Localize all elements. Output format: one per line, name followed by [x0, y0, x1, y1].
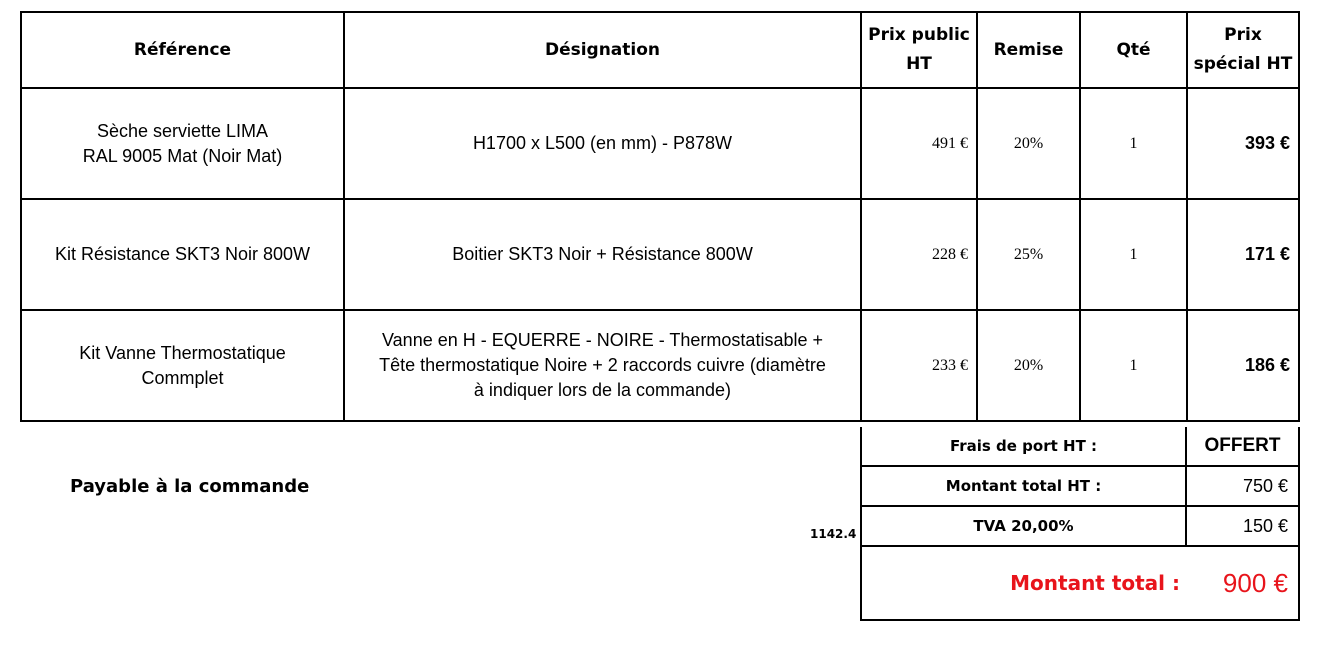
designation-line: Vanne en H - EQUERRE - NOIRE - Thermostatisable + [382, 330, 823, 350]
tva-row [861, 506, 1299, 546]
designation-cell [344, 88, 861, 199]
header-row [21, 12, 1299, 88]
header-prix-public [861, 12, 977, 88]
prix-public-cell: 228 € [861, 199, 977, 310]
reference-line: Kit Vanne Thermostatique [79, 342, 286, 363]
header-remise: Remise [977, 12, 1080, 88]
tva-label: TVA 20,00% [861, 506, 1186, 546]
qte-cell: 1 [1080, 310, 1187, 421]
designation-line: à indiquer lors de la commande) [473, 380, 732, 400]
montant-ht-value: 750 € [1186, 466, 1299, 506]
reference-cell [21, 199, 344, 310]
reference-line: Commplet [141, 367, 224, 388]
designation-line: Tête thermostatique Noire + 2 raccords cuivre (diamètre [379, 355, 826, 375]
header-prix-special-line1: Prix [1224, 25, 1262, 45]
reference-line: Sèche serviette LIMA [96, 120, 269, 141]
header-reference: Référence [21, 12, 344, 88]
remise-cell: 25% [977, 199, 1080, 310]
payable-note: Payable à la commande [70, 476, 310, 497]
montant-ht-label: Montant total HT : [861, 466, 1186, 506]
prix-special-cell: 186 € [1187, 310, 1299, 421]
reference-cell [21, 310, 344, 421]
table-row [21, 310, 1299, 421]
remise-cell: 20% [977, 88, 1080, 199]
qte-cell: 1 [1080, 199, 1187, 310]
header-qte: Qté [1080, 12, 1187, 88]
header-designation: Désignation [344, 12, 861, 88]
frais-label: Frais de port HT : [861, 427, 1186, 466]
header-prix-special [1187, 12, 1299, 88]
header-prix-public-line1: Prix public [868, 25, 970, 45]
frais-value: OFFERT [1186, 427, 1299, 466]
header-prix-special-line2: spécial HT [1193, 54, 1293, 74]
designation-line: H1700 x L500 (en mm) - P878W [472, 133, 733, 153]
header-prix-public-line2: HT [906, 54, 932, 74]
reference-line: RAL 9005 Mat (Noir Mat) [82, 145, 283, 166]
grand-total-row [861, 546, 1299, 620]
frais-row [861, 427, 1299, 466]
reference-cell [21, 88, 344, 199]
prix-public-cell: 491 € [861, 88, 977, 199]
designation-cell [344, 310, 861, 421]
qte-cell: 1 [1080, 88, 1187, 199]
grand-total-label: Montant total : [861, 546, 1186, 620]
reference-line: Kit Résistance SKT3 Noir 800W [54, 244, 311, 264]
prix-special-cell: 171 € [1187, 199, 1299, 310]
remise-cell: 20% [977, 310, 1080, 421]
table-row [21, 199, 1299, 310]
designation-cell [344, 199, 861, 310]
montant-ht-row [861, 466, 1299, 506]
prix-public-cell: 233 € [861, 310, 977, 421]
quote-table [20, 11, 1300, 422]
designation-line: Boitier SKT3 Noir + Résistance 800W [452, 244, 753, 264]
grand-total-value: 900 € [1186, 546, 1299, 620]
table-row [21, 88, 1299, 199]
totals-table [860, 427, 1300, 621]
prix-special-cell: 393 € [1187, 88, 1299, 199]
tva-value: 150 € [1186, 506, 1299, 546]
stray-number: 1142.4 [810, 527, 857, 541]
